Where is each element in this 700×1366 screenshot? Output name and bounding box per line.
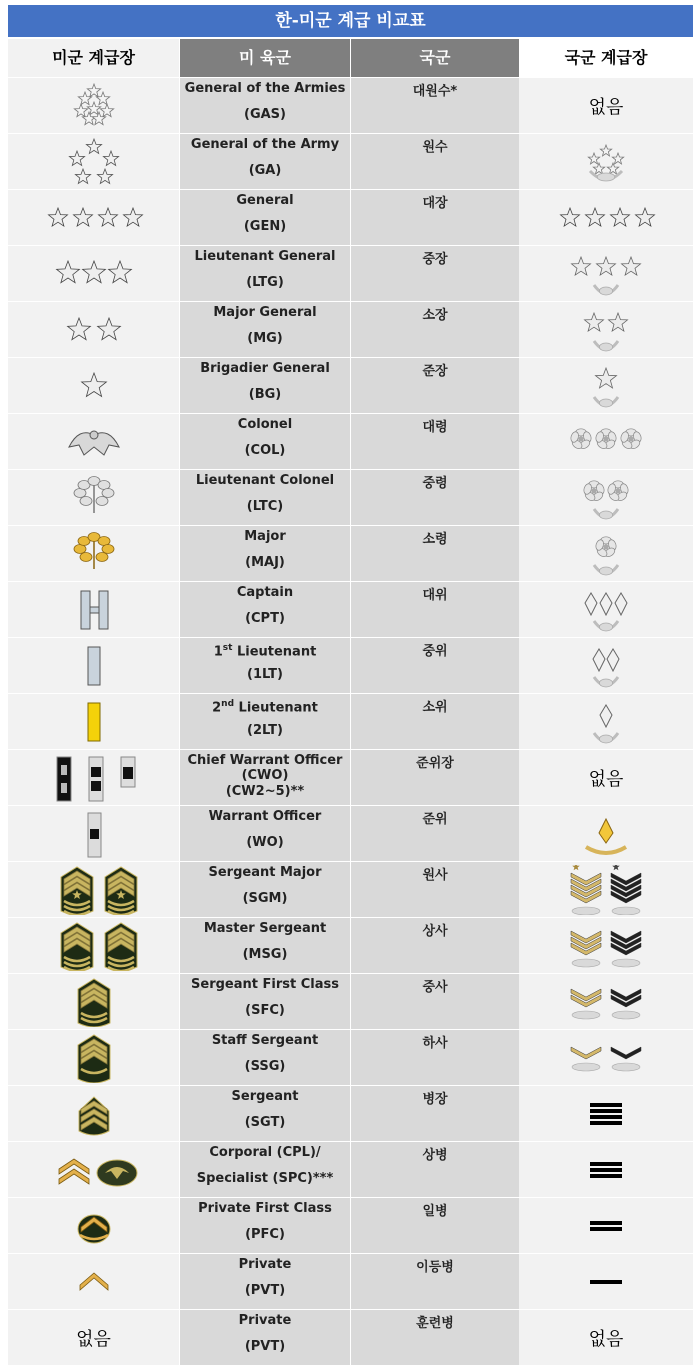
us-rank-cell <box>180 974 350 1029</box>
us-rank-name: Captain <box>236 585 294 600</box>
us-rank-cell <box>180 750 350 805</box>
rank-ordinal-suffix: nd <box>221 699 235 709</box>
one-diamond-icon <box>531 697 681 747</box>
rok-rank-name: 대령 <box>422 420 448 435</box>
us-insignia-cell <box>8 974 179 1029</box>
rok-insignia-cell <box>519 918 693 973</box>
us-rank-name: Private <box>238 1257 292 1272</box>
four-stars-icon <box>531 193 681 243</box>
rok-rank-name: 중사 <box>422 980 448 995</box>
us-rank-cell <box>180 190 350 245</box>
rok-rank-name: 병장 <box>422 1092 448 1107</box>
header-us-insignia: 미군 계급장 <box>8 39 179 77</box>
three-diamonds-icon <box>531 585 681 635</box>
rok-insignia-cell <box>519 582 693 637</box>
table-row <box>8 582 693 637</box>
us-rank-abbr: (PFC) <box>245 1227 285 1242</box>
us-rank-name: General <box>236 193 294 208</box>
table-row <box>8 1254 693 1309</box>
rok-insignia-cell <box>519 1030 693 1085</box>
pfc-chevron-icon <box>19 1201 169 1251</box>
us-rank-name: Major <box>244 529 286 544</box>
us-rank-abbr: (LTG) <box>246 275 284 290</box>
rok-insignia-cell <box>519 862 693 917</box>
gold-bar-icon <box>19 697 169 747</box>
rank-ordinal-suffix: st <box>222 643 233 653</box>
us-insignia-cell <box>8 470 179 525</box>
table-body <box>8 78 693 1366</box>
rok-rank-cell <box>351 1198 519 1253</box>
table-row <box>8 974 693 1029</box>
rok-rank-name: 중령 <box>422 476 448 491</box>
table-row <box>8 358 693 413</box>
rok-insignia-cell <box>519 806 693 861</box>
us-rank-abbr: (PVT) <box>244 1339 286 1354</box>
table-row <box>8 918 693 973</box>
rok-rank-name: 하사 <box>422 1036 448 1051</box>
table-row <box>8 1310 693 1365</box>
us-rank-abbr: (CPT) <box>245 611 285 626</box>
table-row <box>8 1142 693 1197</box>
table-row <box>8 78 693 133</box>
us-rank-abbr: (BG) <box>248 387 282 402</box>
us-rank-name: Sergeant Major <box>208 865 322 880</box>
us-rank-cell <box>180 134 350 189</box>
us-rank-name: Chief Warrant Officer <box>187 753 343 768</box>
us-insignia-cell <box>8 190 179 245</box>
header-row <box>8 39 693 77</box>
us-rank-abbr: (SGM) <box>242 891 288 906</box>
rok-rank-cell <box>351 358 519 413</box>
header-us-army: 미 육군 <box>180 39 350 77</box>
rok-rank-name: 훈련병 <box>416 1316 454 1331</box>
table-title: 한-미군 계급 비교표 <box>8 5 693 37</box>
table-row <box>8 414 693 469</box>
five-star-wreath-icon <box>531 137 681 187</box>
us-rank-abbr: (WO) <box>246 835 284 850</box>
us-rank-name: Private <box>238 1313 292 1328</box>
us-rank-cell <box>180 414 350 469</box>
us-rank-cell <box>180 526 350 581</box>
us-rank-abbr: (SSG) <box>244 1059 286 1074</box>
four-chevrons-star-icon <box>531 865 681 915</box>
us-rank-cell <box>180 302 350 357</box>
us-insignia-cell <box>8 694 179 749</box>
rok-insignia-cell <box>519 526 693 581</box>
rok-rank-cell <box>351 862 519 917</box>
us-rank-name <box>180 694 350 722</box>
five-star-pentagon-icon <box>19 137 169 187</box>
rok-insignia-cell <box>519 1142 693 1197</box>
wo-bar-icon <box>19 809 169 859</box>
us-rank-cell <box>180 1198 350 1253</box>
five-star-cluster-icon <box>19 81 169 131</box>
rok-rank-name: 대원수* <box>412 84 458 99</box>
us-insignia-cell <box>8 638 179 693</box>
rok-rank-cell <box>351 414 519 469</box>
us-rank-name: Sergeant First Class <box>191 977 339 992</box>
us-rank-name: Master Sergeant <box>203 921 327 936</box>
us-insignia-cell <box>8 582 179 637</box>
rok-insignia-cell <box>519 638 693 693</box>
cpl-spc-icon <box>19 1145 169 1195</box>
us-rank-abbr: (COL) <box>244 443 286 458</box>
rok-insignia-cell <box>519 750 693 805</box>
header-rok-insignia: 국군 계급장 <box>519 39 693 77</box>
table-row <box>8 470 693 525</box>
us-rank-name: Major General <box>213 305 317 320</box>
rok-rank-name: 상사 <box>422 924 448 939</box>
us-rank-name: Corporal (CPL)/ <box>209 1145 321 1160</box>
silver-bar-icon <box>19 641 169 691</box>
rok-rank-cell <box>351 78 519 133</box>
rok-rank-name: 소령 <box>422 532 448 547</box>
rok-rank-cell <box>351 246 519 301</box>
warrant-bars-icon <box>19 753 169 803</box>
ssg-chevrons-icon <box>19 1033 169 1083</box>
rok-rank-cell <box>351 190 519 245</box>
rok-rank-name: 상병 <box>422 1148 448 1163</box>
us-insignia-cell <box>8 918 179 973</box>
rok-rank-name: 원수 <box>422 140 448 155</box>
us-rank-cell <box>180 358 350 413</box>
rok-insignia-cell <box>519 470 693 525</box>
table-row <box>8 750 693 805</box>
rok-rank-name: 대위 <box>422 588 448 603</box>
pv2-chevron-icon <box>19 1257 169 1307</box>
rok-rank-name: 소장 <box>422 308 448 323</box>
rok-rank-name: 중위 <box>422 644 448 659</box>
rok-insignia-cell <box>519 246 693 301</box>
us-insignia-cell <box>8 1254 179 1309</box>
us-rank-cell <box>180 78 350 133</box>
four-stars-icon <box>19 193 169 243</box>
three-chevrons-icon <box>531 921 681 971</box>
rok-insignia-cell <box>519 974 693 1029</box>
us-rank-abbr-secondary: (CW2~5)** <box>225 784 305 799</box>
two-plum-blossoms-icon <box>531 473 681 523</box>
gold-diamond-wreath-icon <box>531 809 681 859</box>
rok-rank-cell <box>351 1254 519 1309</box>
us-rank-cell <box>180 246 350 301</box>
us-insignia-cell <box>8 862 179 917</box>
us-rank-abbr: (MG) <box>247 331 283 346</box>
rok-rank-name: 일병 <box>422 1204 448 1219</box>
table-row <box>8 806 693 861</box>
us-rank-name: Lieutenant General <box>194 249 336 264</box>
table-row <box>8 526 693 581</box>
us-rank-abbr: Specialist (SPC)*** <box>196 1171 334 1186</box>
two-bars-icon <box>531 1201 681 1251</box>
us-insignia-cell <box>8 358 179 413</box>
us-rank-name: Staff Sergeant <box>211 1033 319 1048</box>
rank-ordinal: 1 <box>213 644 223 660</box>
rok-rank-cell <box>351 1086 519 1141</box>
one-plum-blossom-icon <box>531 529 681 579</box>
us-rank-cell <box>180 582 350 637</box>
sgt-chevrons-icon <box>19 1089 169 1139</box>
us-insignia-cell <box>8 750 179 805</box>
three-stars-icon <box>19 249 169 299</box>
us-insignia-cell <box>8 414 179 469</box>
us-insignia-cell <box>8 1310 179 1365</box>
us-rank-name: Lieutenant Colonel <box>195 473 335 488</box>
rok-rank-cell <box>351 750 519 805</box>
us-rank-abbr: (MSG) <box>242 947 288 962</box>
rok-rank-name: 이등병 <box>416 1260 454 1275</box>
four-bars-icon <box>531 1089 681 1139</box>
table-row <box>8 638 693 693</box>
us-insignia-cell <box>8 1086 179 1141</box>
no-insignia-text: 없음 <box>588 768 624 790</box>
rank-name-rest: Lieutenant <box>234 700 318 716</box>
us-rank-abbr: (SGT) <box>244 1115 286 1130</box>
us-rank-cell <box>180 470 350 525</box>
table-row <box>8 862 693 917</box>
header-rok-army: 국군 <box>351 39 519 77</box>
one-star-icon <box>19 361 169 411</box>
us-rank-name: General of the Armies <box>184 81 346 96</box>
rok-rank-cell <box>351 526 519 581</box>
us-insignia-cell <box>8 246 179 301</box>
three-plum-blossoms-icon <box>531 417 681 467</box>
us-insignia-cell <box>8 1030 179 1085</box>
us-insignia-cell <box>8 1142 179 1197</box>
rok-rank-name: 준위장 <box>416 756 454 771</box>
rok-rank-cell <box>351 1310 519 1365</box>
us-rank-abbr: (CWO) <box>241 768 289 783</box>
rok-rank-name: 준위 <box>422 812 448 827</box>
us-rank-abbr: (GA) <box>248 163 282 178</box>
rok-rank-cell <box>351 806 519 861</box>
two-stars-wreath-icon <box>531 305 681 355</box>
silver-oak-leaf-icon <box>19 473 169 523</box>
two-diamonds-icon <box>531 641 681 691</box>
rok-rank-cell <box>351 918 519 973</box>
us-insignia-cell <box>8 134 179 189</box>
rok-insignia-cell <box>519 1254 693 1309</box>
us-insignia-cell <box>8 78 179 133</box>
one-star-wreath-icon <box>531 361 681 411</box>
us-rank-name <box>180 638 350 666</box>
us-insignia-cell <box>8 526 179 581</box>
rok-rank-name: 준장 <box>422 364 448 379</box>
rok-rank-cell <box>351 974 519 1029</box>
rok-insignia-cell <box>519 1310 693 1365</box>
table-row <box>8 1030 693 1085</box>
rok-rank-name: 대장 <box>422 196 448 211</box>
no-insignia-text: 없음 <box>588 1328 624 1350</box>
rok-rank-name: 소위 <box>422 700 448 715</box>
rok-insignia-cell <box>519 414 693 469</box>
two-stars-icon <box>19 305 169 355</box>
table-row <box>8 190 693 245</box>
us-rank-name: Sergeant <box>231 1089 299 1104</box>
table-row <box>8 134 693 189</box>
rok-rank-name: 중장 <box>422 252 448 267</box>
us-rank-cell <box>180 638 350 693</box>
rok-insignia-cell <box>519 78 693 133</box>
us-rank-name: General of the Army <box>190 137 340 152</box>
us-insignia-cell <box>8 806 179 861</box>
rank-ordinal: 2 <box>212 700 222 716</box>
two-silver-bars-icon <box>19 585 169 635</box>
rok-rank-cell <box>351 1030 519 1085</box>
rok-insignia-cell <box>519 1198 693 1253</box>
table-row <box>8 246 693 301</box>
us-rank-cell <box>180 1030 350 1085</box>
us-rank-name: Brigadier General <box>200 361 330 376</box>
rok-rank-cell <box>351 1142 519 1197</box>
us-rank-abbr: (2LT) <box>247 723 283 738</box>
us-rank-abbr: (SFC) <box>245 1003 285 1018</box>
us-rank-cell <box>180 1086 350 1141</box>
us-rank-name: Colonel <box>237 417 293 432</box>
rok-insignia-cell <box>519 190 693 245</box>
us-rank-abbr: (LTC) <box>246 499 284 514</box>
us-rank-name: Private First Class <box>198 1201 332 1216</box>
us-rank-abbr: (GEN) <box>243 219 287 234</box>
rok-rank-cell <box>351 470 519 525</box>
rok-insignia-cell <box>519 1086 693 1141</box>
us-rank-abbr: (PVT) <box>244 1283 286 1298</box>
us-rank-cell <box>180 1310 350 1365</box>
us-rank-abbr: (MAJ) <box>245 555 285 570</box>
rok-rank-cell <box>351 638 519 693</box>
rok-insignia-cell <box>519 358 693 413</box>
us-insignia-cell <box>8 1198 179 1253</box>
one-bar-icon <box>531 1257 681 1307</box>
no-insignia-text: 없음 <box>76 1328 111 1350</box>
sfc-chevrons-icon <box>19 977 169 1027</box>
us-rank-abbr: (1LT) <box>247 667 283 682</box>
one-chevron-icon <box>531 1033 681 1083</box>
table-row <box>8 302 693 357</box>
us-rank-name: Warrant Officer <box>208 809 322 824</box>
table-row <box>8 694 693 749</box>
master-sergeant-chevrons-icon <box>19 921 169 971</box>
us-rank-cell <box>180 1142 350 1197</box>
table-row <box>8 1086 693 1141</box>
three-stars-wreath-icon <box>531 249 681 299</box>
sergeant-major-chevrons-icon <box>19 865 169 915</box>
table-row <box>8 1198 693 1253</box>
rok-insignia-cell <box>519 694 693 749</box>
rok-insignia-cell <box>519 134 693 189</box>
two-chevrons-icon <box>531 977 681 1027</box>
rok-rank-cell <box>351 694 519 749</box>
us-insignia-cell <box>8 302 179 357</box>
three-bars-icon <box>531 1145 681 1195</box>
gold-oak-leaf-icon <box>19 529 169 579</box>
us-rank-cell <box>180 1254 350 1309</box>
us-rank-cell <box>180 862 350 917</box>
us-rank-cell <box>180 918 350 973</box>
rok-insignia-cell <box>519 302 693 357</box>
us-rank-cell <box>180 806 350 861</box>
rok-rank-cell <box>351 302 519 357</box>
rok-rank-cell <box>351 134 519 189</box>
rok-rank-name: 원사 <box>422 868 448 883</box>
eagle-icon <box>19 417 169 467</box>
rank-name-rest: Lieutenant <box>232 644 317 660</box>
us-rank-cell <box>180 694 350 749</box>
us-rank-abbr: (GAS) <box>244 107 286 122</box>
rok-rank-cell <box>351 582 519 637</box>
no-insignia-text: 없음 <box>588 96 624 118</box>
